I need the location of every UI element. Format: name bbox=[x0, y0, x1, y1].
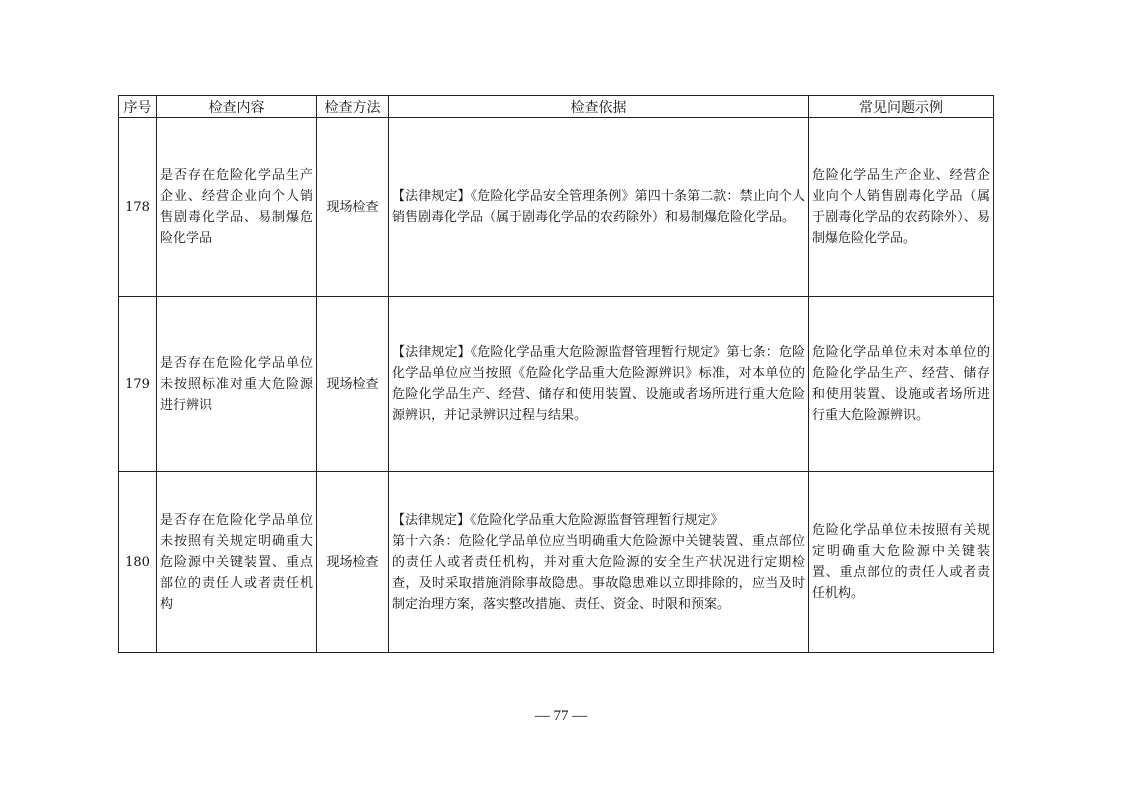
row-common-issue: 危险化学品单位未按照有关规定明确重大危险源中关键装置、重点部位的责任人或者责任机构。 bbox=[809, 472, 994, 653]
row-inspection-basis: 【法律规定】《危险化学品安全管理条例》第四十条第二款：禁止向个人销售剧毒化学品（属于剧毒化学品的农药除外）和易制爆危险化学品。 bbox=[389, 118, 809, 297]
row-inspection-basis bbox=[389, 472, 809, 653]
row-inspection-method: 现场检查 bbox=[317, 118, 389, 297]
row-inspection-content: 是否存在危险化学品生产企业、经营企业向个人销售剧毒化学品、易制爆危险化学品 bbox=[157, 118, 317, 297]
table-row bbox=[119, 297, 994, 472]
row-serial-number: 180 bbox=[119, 472, 157, 653]
row-inspection-content: 是否存在危险化学品单位未按照标准对重大危险源进行辨识 bbox=[157, 297, 317, 472]
header-common-issues: 常见问题示例 bbox=[809, 96, 994, 118]
table-header-row bbox=[119, 96, 994, 118]
table-row bbox=[119, 472, 994, 653]
row-inspection-method: 现场检查 bbox=[317, 472, 389, 653]
inspection-table bbox=[118, 95, 994, 653]
row-common-issue: 危险化学品单位未对本单位的危险化学品生产、经营、储存和使用装置、设施或者场所进行重大危险源辨识。 bbox=[809, 297, 994, 472]
row-inspection-method: 现场检查 bbox=[317, 297, 389, 472]
row-serial-number: 178 bbox=[119, 118, 157, 297]
header-inspection-content: 检查内容 bbox=[157, 96, 317, 118]
header-inspection-basis: 检查依据 bbox=[389, 96, 809, 118]
table-row bbox=[119, 118, 994, 297]
row-inspection-content: 是否存在危险化学品单位未按照有关规定明确重大危险源中关键装置、重点部位的责任人或者责任机构 bbox=[157, 472, 317, 653]
basis-title: 【法律规定】《危险化学品重大危险源监督管理暂行规定》 bbox=[392, 512, 724, 528]
row-serial-number: 179 bbox=[119, 297, 157, 472]
header-inspection-method: 检查方法 bbox=[317, 96, 389, 118]
basis-text: 第十六条：危险化学品单位应当明确重大危险源中关键装置、重点部位的责任人或者责任机构，并对重大危险源的安全生产状况进行定期检查，及时采取措施消除事故隐患。事故隐患难以立即排除的，应当及时制定治理方案，落实整改措施、责任、资金、时限和预案。 bbox=[392, 533, 805, 612]
header-serial-number: 序号 bbox=[119, 96, 157, 118]
row-inspection-basis: 【法律规定】《危险化学品重大危险源监督管理暂行规定》第七条：危险化学品单位应当按照《危险化学品重大危险源辨识》标准，对本单位的危险化学品生产、经营、储存和使用装置、设施或者场所进行重大危险源辨识，并记录辨识过程与结果。 bbox=[389, 297, 809, 472]
row-common-issue: 危险化学品生产企业、经营企业向个人销售剧毒化学品（属于剧毒化学品的农药除外）、易制爆危险化学品。 bbox=[809, 118, 994, 297]
page-number: — 77 — bbox=[534, 708, 588, 724]
